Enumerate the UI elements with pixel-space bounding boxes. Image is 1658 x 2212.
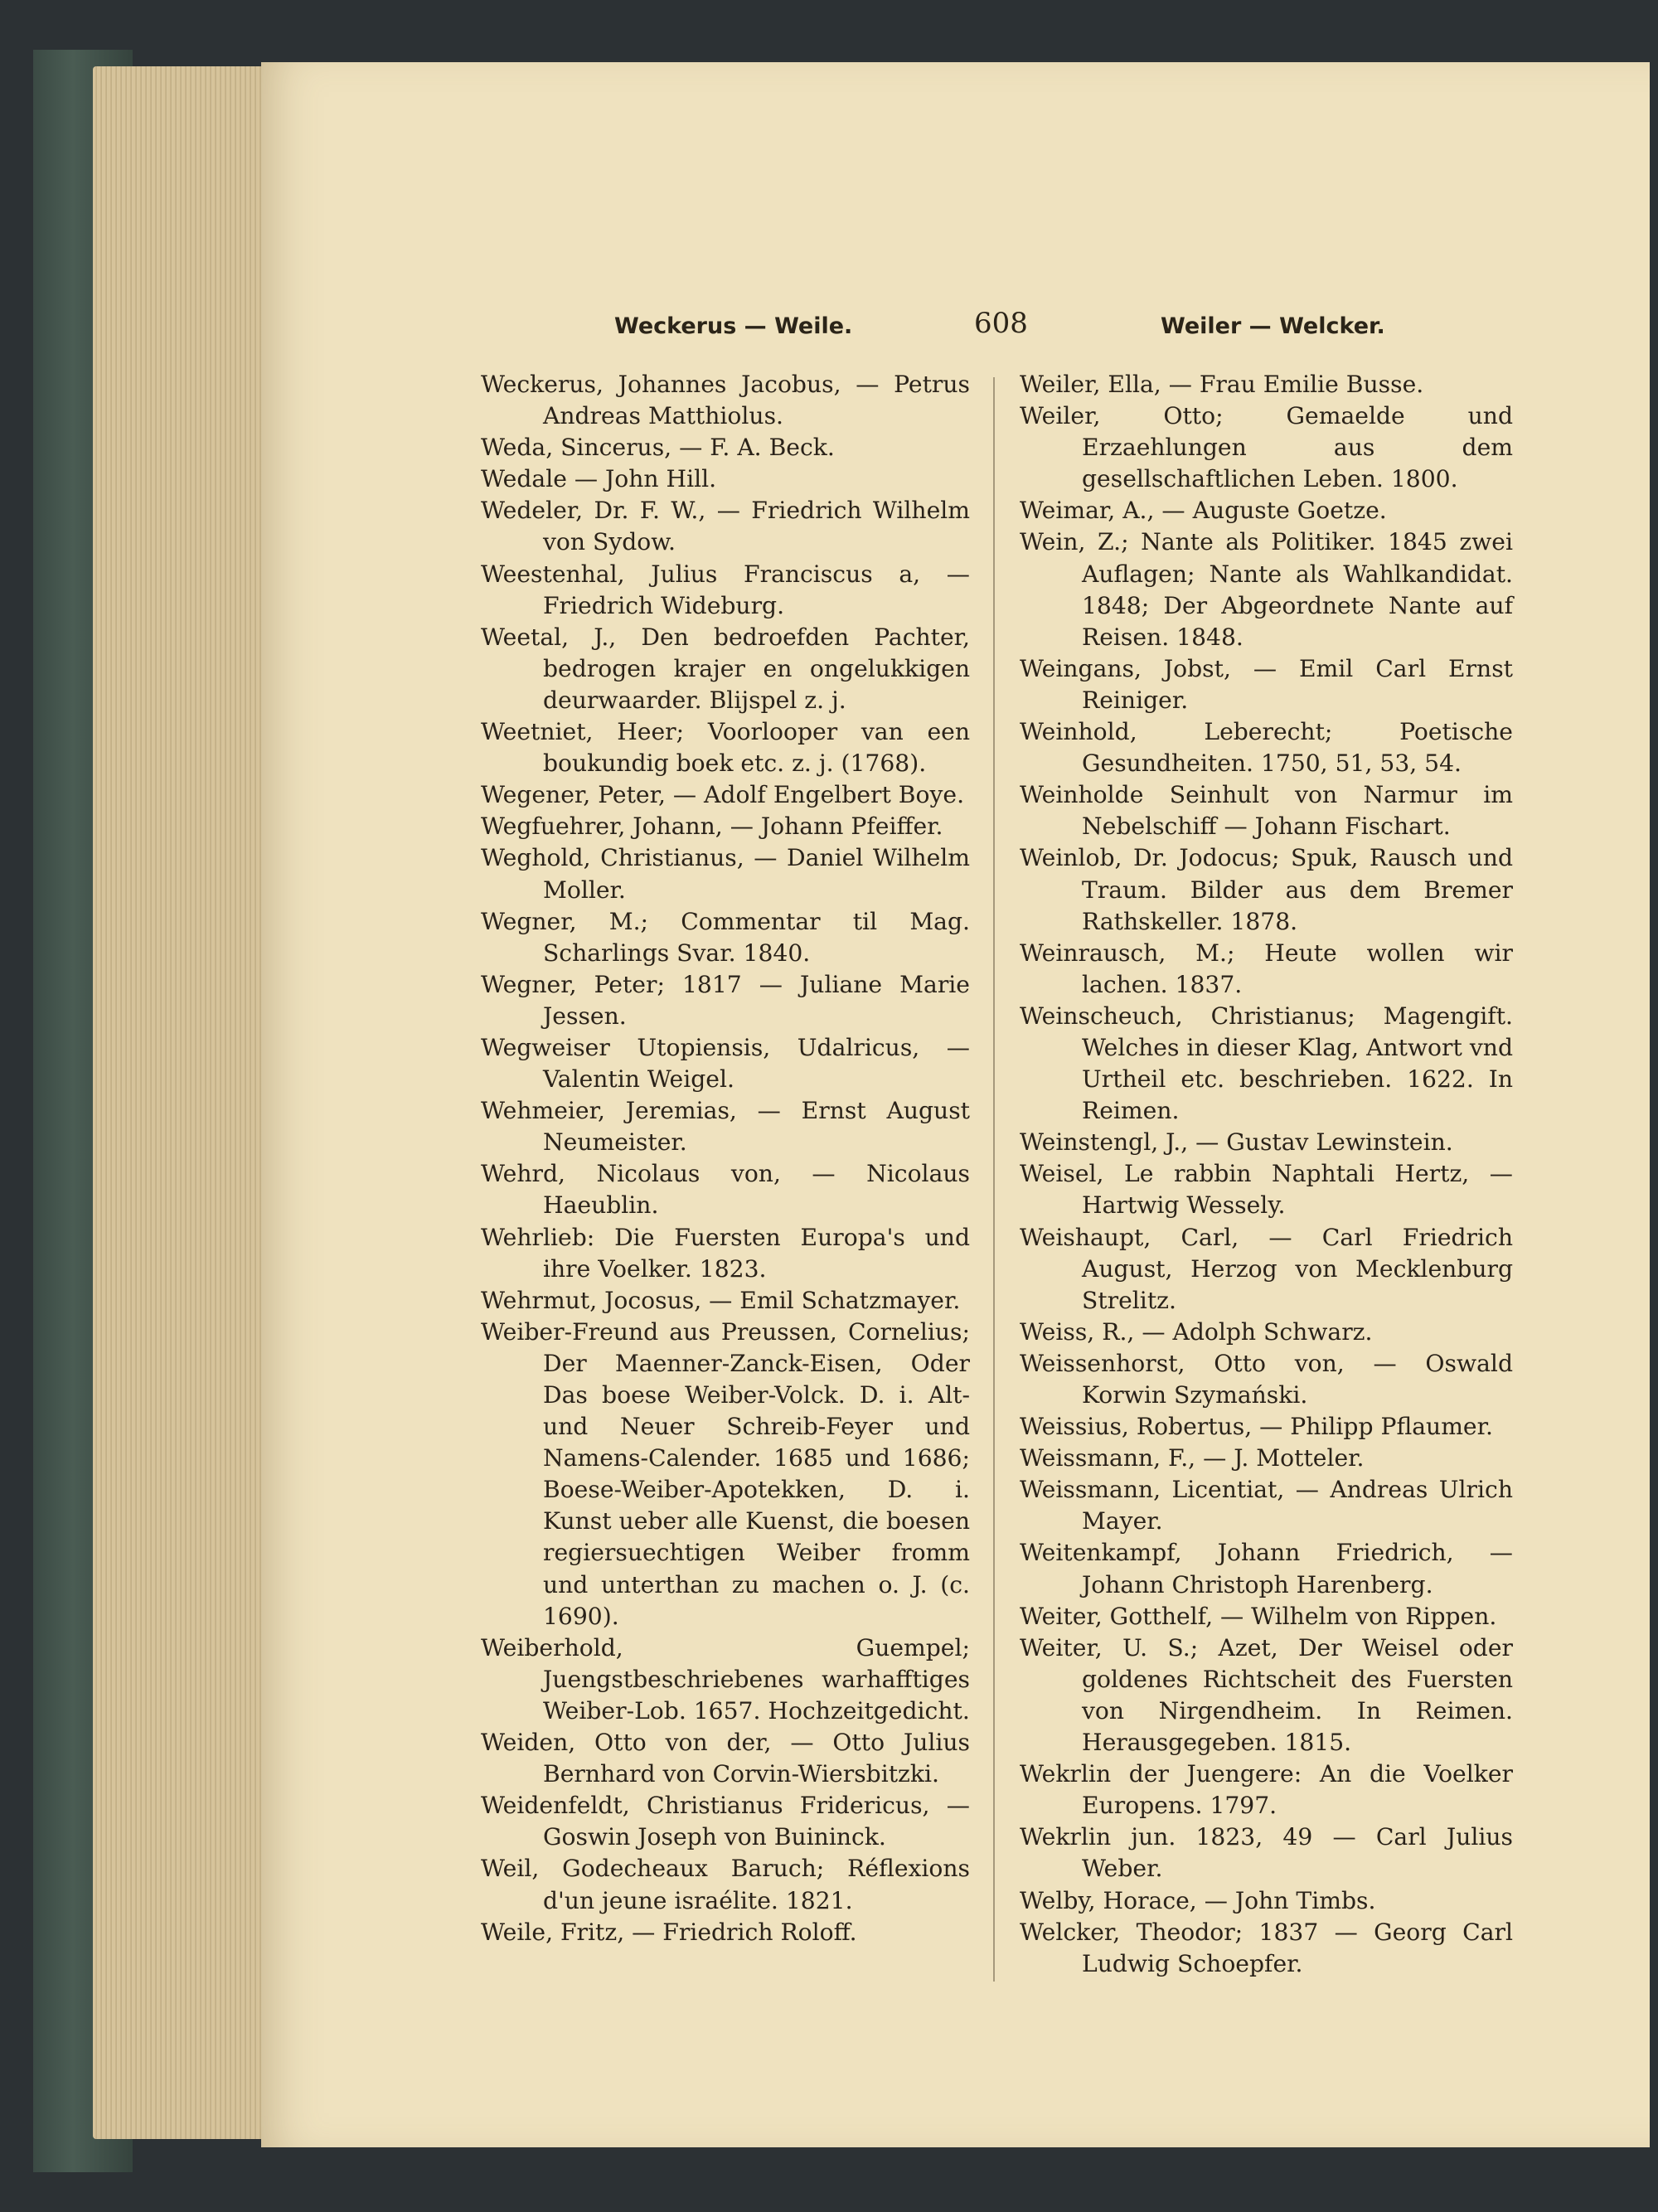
entry: Weiler, Ella, — Frau Emilie Busse. — [1020, 371, 1424, 398]
entry: Weiden, Otto von der, — Otto Julius Bernhard von Corvin-Wiersbitzki. — [481, 1729, 970, 1788]
entry: Weinstengl, J., — Gustav Lewinstein. — [1020, 1128, 1453, 1157]
column-divider — [993, 377, 995, 1982]
left-column — [481, 369, 970, 1948]
entry: Wekrlin der Juengere: An die Voelker Europens. 1797. — [1020, 1760, 1513, 1820]
page-edges — [93, 66, 267, 2139]
entry: Welby, Horace, — John Timbs. — [1020, 1886, 1376, 1914]
entry: Weishaupt, Carl, — Carl Friedrich August, Herzog von Mecklenburg Strelitz. — [1020, 1223, 1513, 1314]
entry: Wegfuehrer, Johann, — Johann Pfeiffer. — [481, 813, 943, 841]
entry: Weiber-Freund aus Preussen, Cornelius; Der Maenner-Zanck-Eisen, Oder Das boese Weiber-Volck. D. i. Alt- und Neuer Schreib-Feyer und Namens-Calender. 1685 und 1686; Boese-Weiber-Apotekken, D. i. Kunst ueber alle Kuenst, die boesen regiersuechtigen Weiber fromm und unterthan zu machen o. J. (c. 1690). — [481, 1317, 970, 1630]
entry: Weidenfeldt, Christianus Fridericus, — Goswin Joseph von Buininck. — [481, 1792, 970, 1851]
entry: Weetniet, Heer; Voorlooper van een boukundig boek etc. z. j. (1768). — [481, 718, 970, 778]
entry: Weitenkampf, Johann Friedrich, — Johann Christoph Harenberg. — [1020, 1539, 1513, 1598]
entry: Weinscheuch, Christianus; Magengift. Welches in dieser Klag, Antwort vnd Urtheil etc. beschrieben. 1622. In Reimen. — [1020, 1002, 1513, 1125]
running-head — [261, 307, 1650, 348]
entry: Weestenhal, Julius Franciscus a, — Friedrich Wideburg. — [481, 560, 970, 619]
entry: Weiter, U. S.; Azet, Der Weisel oder goldenes Richtscheit des Fuersten von Nirgendheim. In Reimen. Herausgegeben. 1815. — [1020, 1633, 1513, 1757]
entry: Wekrlin jun. 1823, 49 — Carl Julius Weber. — [1020, 1823, 1513, 1883]
entry: Weissmann, F., — J. Motteler. — [1020, 1444, 1365, 1472]
entry: Weisel, Le rabbin Naphtali Hertz, — Hartwig Wessely. — [1020, 1160, 1513, 1220]
entry: Weiter, Gotthelf, — Wilhelm von Rippen. — [1020, 1602, 1497, 1630]
entry: Weiss, R., — Adolph Schwarz. — [1020, 1317, 1373, 1346]
right-column — [1020, 369, 1513, 1980]
entry: Wegner, Peter; 1817 — Juliane Marie Jessen. — [481, 970, 970, 1030]
entry: Weissius, Robertus, — Philipp Pflaumer. — [1020, 1413, 1493, 1441]
entry: Wein, Z.; Nante als Politiker. 1845 zwei Auflagen; Nante als Wahlkandidat. 1848; Der Abgeordnete Nante auf Reisen. 1848. — [1020, 528, 1513, 651]
header-left: Weckerus — Weile. — [614, 313, 853, 339]
entry: Weingans, Jobst, — Emil Carl Ernst Reiniger. — [1020, 654, 1513, 714]
entry: Weinrausch, M.; Heute wollen wir lachen. 1837. — [1020, 939, 1513, 998]
entry: Weissenhorst, Otto von, — Oswald Korwin Szymański. — [1020, 1349, 1513, 1409]
page-number: 608 — [974, 307, 1028, 340]
entry: Weckerus, Johannes Jacobus, — Petrus Andreas Matthiolus. — [481, 371, 970, 430]
entry: Weinholde Seinhult von Narmur im Nebelschiff — Johann Fischart. — [1020, 781, 1513, 841]
entry: Weinhold, Leberecht; Poetische Gesundheiten. 1750, 51, 53, 54. — [1020, 718, 1513, 778]
entry: Weissmann, Licentiat, — Andreas Ulrich Mayer. — [1020, 1476, 1513, 1535]
entry: Weiberhold, Guempel; Juengstbeschriebenes warhafftiges Weiber-Lob. 1657. Hochzeitgedicht. — [481, 1633, 970, 1724]
entry: Wehrmut, Jocosus, — Emil Schatzmayer. — [481, 1286, 961, 1314]
entry: Weil, Godecheaux Baruch; Réflexions d'un jeune israélite. 1821. — [481, 1855, 970, 1914]
entry: Wehrlieb: Die Fuersten Europa's und ihre Voelker. 1823. — [481, 1223, 970, 1283]
entry: Weile, Fritz, — Friedrich Roloff. — [481, 1918, 857, 1946]
entry: Weda, Sincerus, — F. A. Beck. — [481, 434, 835, 462]
entry: Wehrd, Nicolaus von, — Nicolaus Haeublin. — [481, 1160, 970, 1220]
entry: Wegner, M.; Commentar til Mag. Scharlings Svar. 1840. — [481, 907, 970, 967]
header-right: Weiler — Welcker. — [1161, 313, 1385, 339]
entry: Weinlob, Dr. Jodocus; Spuk, Rausch und Traum. Bilder aus dem Bremer Rathskeller. 1878. — [1020, 844, 1513, 935]
entry: Weghold, Christianus, — Daniel Wilhelm Moller. — [481, 844, 970, 904]
entry: Wegener, Peter, — Adolf Engelbert Boye. — [481, 781, 965, 809]
book-page — [261, 62, 1650, 2147]
entry: Wedeler, Dr. F. W., — Friedrich Wilhelm von Sydow. — [481, 497, 970, 556]
entry: Wegweiser Utopiensis, Udalricus, — Valentin Weigel. — [481, 1033, 970, 1094]
entry: Wehmeier, Jeremias, — Ernst August Neumeister. — [481, 1097, 970, 1157]
entry: Weetal, J., Den bedroefden Pachter, bedrogen krajer en ongelukkigen deurwaarder. Blijspel z. j. — [481, 623, 970, 714]
entry: Wedale — John Hill. — [481, 465, 717, 493]
entry: Weimar, A., — Auguste Goetze. — [1020, 497, 1387, 525]
entry: Weiler, Otto; Gemaelde und Erzaehlungen aus dem gesellschaftlichen Leben. 1800. — [1020, 402, 1513, 493]
entry: Welcker, Theodor; 1837 — Georg Carl Ludwig Schoepfer. — [1020, 1918, 1513, 1977]
